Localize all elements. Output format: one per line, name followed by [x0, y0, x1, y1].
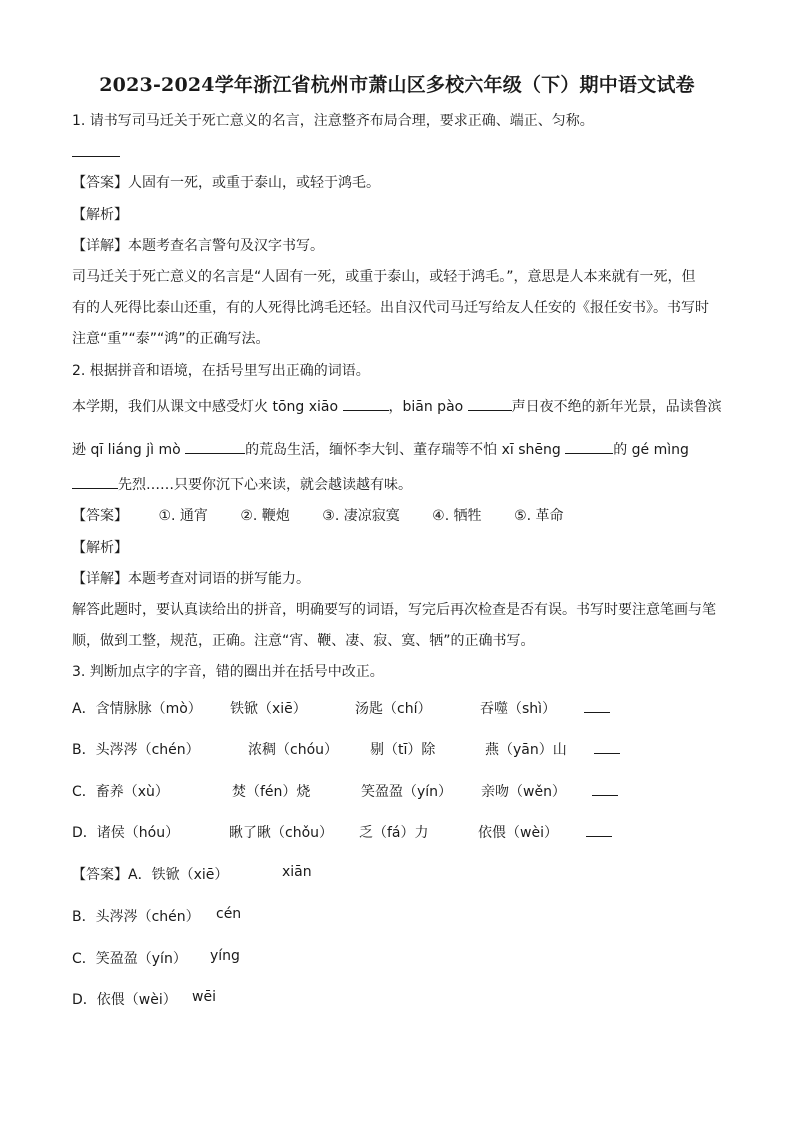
q3-row-d-item-4: 依偎（wèi）: [478, 825, 558, 841]
q3-row-c-item-1: C．畜养（xù）: [72, 784, 169, 800]
q3-correction-c-item: C．笑盈盈（yín）: [72, 951, 187, 967]
q3-row-a-item-4: 吞噬（shì）: [480, 701, 557, 717]
detail-tag: 【详解】: [72, 238, 128, 254]
q1-explain-line-1: 司马迁关于死亡意义的名言是“人固有一死，或重于泰山，或轻于鸿毛。”，意思是人本来就有一死，但: [72, 269, 696, 285]
q3-row-a-item-3: 汤匙（chí）: [355, 701, 432, 717]
q3-question: 3. 判断加点字的字音，错的圈出并在括号中改正。: [72, 664, 384, 680]
answer-tag: 【答案】: [72, 508, 128, 524]
q3-row-a-item-2: 铁锨（xiē）: [230, 701, 307, 717]
q3-answer-row-a: [72, 864, 228, 884]
q3-row-b-item-4: 燕（yān）山: [485, 742, 567, 758]
q2-l2-b: 的荒岛生活，缅怀李大钊、董存瑞等不怕 xī shēng: [245, 442, 561, 458]
answer-tag: 【答案】: [72, 867, 128, 883]
q2-l1-b: ，biān pào: [388, 399, 464, 415]
q3-correction-d-fix: wēi: [192, 989, 216, 1005]
q1-question: 1. 请书写司马迁关于死亡意义的名言，注意整齐布局合理，要求正确、端正、匀称。: [72, 113, 594, 129]
q1-detail-text: 本题考查名言警句及汉字书写。: [128, 238, 324, 254]
q2-answer-5: ⑤. 革命: [514, 508, 564, 524]
q3-row-a-blank[interactable]: [584, 698, 610, 713]
q2-blank-1[interactable]: [343, 396, 389, 411]
q3-row-b-item-3: 剔（tī）除: [370, 742, 436, 758]
q1-answer: [72, 172, 380, 192]
q2-question: 2. 根据拼音和语境，在括号里写出正确的词语。: [72, 363, 370, 379]
q1-analysis-tag: 【解析】: [72, 207, 128, 223]
q3-row-c-item-4: 亲吻（wěn）: [481, 784, 566, 800]
q2-l2-c: 的 gé mìng: [613, 442, 689, 458]
q2-answer-2: ②. 鞭炮: [240, 508, 290, 524]
q1-detail: [72, 235, 324, 255]
q3-row-c-blank[interactable]: [592, 781, 618, 796]
q2-passage-line-3: [72, 474, 412, 494]
q3-correction-c-fix: yíng: [210, 948, 240, 964]
q3-correction-b-item: B．头涔涔（chén）: [72, 909, 200, 925]
q2-blank-5[interactable]: [72, 474, 118, 489]
q2-answer-row: [72, 505, 564, 525]
q1-answer-blank[interactable]: [72, 156, 120, 157]
q1-answer-text: 人固有一死，或重于泰山，或轻于鸿毛。: [128, 175, 380, 191]
q2-l1-c: 声日夜不绝的新年光景，品读鲁滨: [511, 399, 722, 415]
q3-row-b-item-1: B．头涔涔（chén）: [72, 742, 200, 758]
q1-explain-line-2: 有的人死得比泰山还重，有的人死得比鸿毛还轻。出自汉代司马迁写给友人任安的《报任安书》。书写时: [72, 300, 709, 316]
q3-correction-b-fix: cén: [216, 906, 242, 922]
q3-row-c-item-3: 笑盈盈（yín）: [361, 784, 453, 800]
q2-detail-text: 本题考查对词语的拼写能力。: [128, 571, 310, 587]
q2-answer-1: ①. 通宵: [158, 508, 208, 524]
page-title: 2023-2024学年浙江省杭州市萧山区多校六年级（下）期中语文试卷: [99, 74, 695, 96]
q2-detail: [72, 568, 310, 588]
q2-blank-3[interactable]: [185, 439, 245, 454]
q2-l1-a: 本学期，我们从课文中感受灯火 tōng xiāo: [72, 399, 339, 415]
q3-row-b-blank[interactable]: [594, 739, 620, 754]
q3-row-d-item-2: 瞅了瞅（chǒu）: [229, 825, 334, 841]
q2-answer-3: ③. 凄凉寂寞: [322, 508, 400, 524]
q2-passage-line-1: [72, 396, 722, 416]
detail-tag: 【详解】: [72, 571, 128, 587]
answer-tag: 【答案】: [72, 175, 128, 191]
q2-blank-4[interactable]: [565, 439, 613, 454]
q2-explain-line-1: 解答此题时，要认真读给出的拼音，明确要写的词语，写完后再次检查是否有误。书写时要注意笔画与笔: [72, 602, 716, 618]
q2-analysis-tag: 【解析】: [72, 540, 128, 556]
q2-explain-line-2: 顺，做到工整，规范，正确。注意“宵、鞭、凄、寂、寞、牺”的正确书写。: [72, 633, 535, 649]
q1-explain-line-3: 注意“重”“泰”“鸿”的正确写法。: [72, 331, 270, 347]
q2-l3: 先烈……只要你沉下心来读，就会越读越有味。: [118, 477, 412, 493]
q2-passage-line-2: [72, 439, 689, 459]
q3-correction-a-fix: xiān: [282, 864, 312, 880]
q3-row-d-blank[interactable]: [586, 822, 612, 837]
q3-correction-a-item: A．铁锨（xiē）: [128, 867, 229, 883]
q3-correction-d-item: D．依偎（wèi）: [72, 992, 177, 1008]
q3-row-b-item-2: 浓稠（chóu）: [248, 742, 339, 758]
q2-blank-2[interactable]: [468, 396, 512, 411]
q3-row-d-item-1: D．诸侯（hóu）: [72, 825, 180, 841]
q2-l2-a: 逊 qī liáng jì mò: [72, 442, 181, 458]
q3-row-d-item-3: 乏（fá）力: [359, 825, 429, 841]
q3-row-a-item-1: A．含情脉脉（mò）: [72, 701, 202, 717]
q3-row-c-item-2: 焚（fén）烧: [232, 784, 311, 800]
q2-answer-4: ④. 牺牲: [432, 508, 482, 524]
